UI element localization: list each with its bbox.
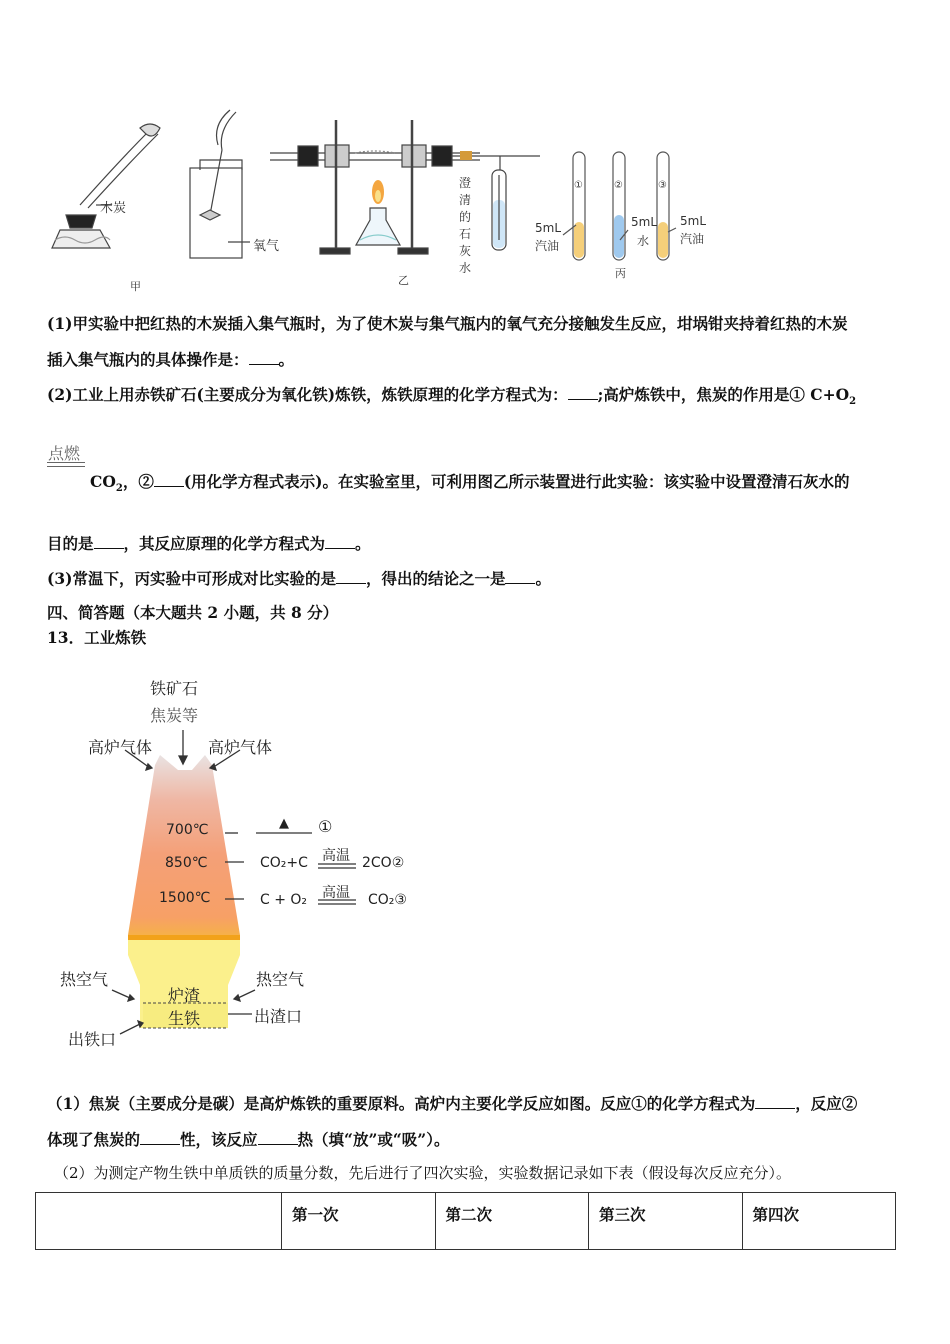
- slag-outlet-label: 出渣口: [254, 1007, 303, 1026]
- hot-air-left: 热空气: [60, 970, 109, 989]
- temp-1500: 1500℃: [159, 890, 211, 906]
- q1-line2: [47, 348, 294, 370]
- answer-blank[interactable]: [325, 534, 355, 549]
- limewater-char: 石: [459, 227, 472, 241]
- table-header-2: 第二次: [435, 1193, 589, 1250]
- limewater-char: 的: [459, 210, 472, 224]
- answer-blank[interactable]: [249, 350, 279, 365]
- test-tubes-drawing: [563, 152, 676, 260]
- gas-jar-drawing: [190, 110, 250, 258]
- furnace-input-coke: 焦炭等: [150, 706, 199, 725]
- tube-3-liquid-label: 汽油: [680, 232, 705, 246]
- reduction-apparatus-drawing: [270, 120, 540, 254]
- q2-condition-bar: [47, 462, 85, 463]
- q2-line1-subscript: 2: [849, 396, 857, 408]
- q2-line3c: 。: [355, 534, 371, 553]
- q13-1-line2a: 体现了焦炭的: [47, 1130, 141, 1149]
- q2-line2a: CO: [90, 472, 116, 491]
- limewater-char: 灰: [459, 244, 472, 258]
- answer-blank[interactable]: [505, 569, 535, 584]
- tube-1-liquid: [574, 222, 584, 258]
- q2-condition: 点燃: [48, 444, 81, 463]
- label-jia: 甲: [130, 280, 141, 293]
- reaction-1-condition: ▲: [279, 816, 289, 831]
- tube-1-amount: 5mL: [535, 221, 562, 235]
- label-yi: 乙: [398, 274, 409, 287]
- reaction-2-condition: 高温: [322, 848, 350, 864]
- q2-line1a: (2)工业上用赤铁矿石(主要成分为氧化铁)炼铁，炼铁原理的化学方程式为：: [47, 385, 568, 404]
- table-header-4: 第四次: [742, 1193, 896, 1250]
- q13-1-line1b: ，反应②: [795, 1094, 858, 1113]
- furnace-input-ore: 铁矿石: [150, 679, 199, 698]
- furnace-gas-right: 高炉气体: [208, 738, 273, 757]
- q2-line3: [47, 532, 371, 554]
- q2-condition-bar-2: [47, 466, 85, 467]
- q2-line3b: ，其反应原理的化学方程式为: [123, 534, 326, 553]
- label-bing: 丙: [615, 267, 626, 280]
- q3-a: (3)常温下，丙实验中可形成对比实验的是: [47, 569, 336, 588]
- q3-b: ，得出的结论之一是: [365, 569, 506, 588]
- hot-air-right: 热空气: [256, 970, 305, 989]
- reaction-1-number: ①: [318, 817, 333, 836]
- label-limewater: [459, 175, 473, 277]
- tube-3-amount: 5mL: [680, 214, 707, 228]
- tube-3-number: ③: [658, 180, 667, 191]
- tube-3-liquid: [658, 222, 668, 258]
- q3-line: [47, 567, 551, 589]
- label-charcoal: 木炭: [100, 201, 127, 216]
- reaction-3-left: C + O₂: [260, 892, 308, 908]
- tube-1-number: ①: [574, 180, 583, 191]
- table-header-1: 第一次: [282, 1193, 436, 1250]
- answer-blank[interactable]: [140, 1130, 180, 1145]
- answer-blank[interactable]: [94, 534, 124, 549]
- q2-line2b: ，②: [122, 472, 154, 491]
- q1-end: 。: [278, 350, 295, 369]
- pig-iron-label: 生铁: [168, 1009, 201, 1028]
- table-header-empty: [36, 1193, 282, 1250]
- reaction-3-right: CO₂③: [368, 892, 407, 908]
- answer-blank[interactable]: [336, 569, 366, 584]
- table-header-3: 第三次: [589, 1193, 743, 1250]
- q2-line2-subscript: 2: [115, 483, 123, 495]
- q2-line2c: (用化学方程式表示)。在实验室里，可利用图乙所示装置进行此实验：该实验中设置澄清石灰水的: [183, 472, 850, 491]
- tube-1-liquid-label: 汽油: [535, 239, 560, 253]
- q13-1-line1a: （1）焦炭（主要成分是碳）是高炉炼铁的重要原料。高炉内主要化学反应如图。反应①的化学方程式为: [47, 1094, 756, 1113]
- tube-2-amount: 5mL: [631, 215, 658, 229]
- q13-1-line2c: 热（填“放”或“吸”）。: [297, 1130, 450, 1149]
- q13-1-line2b: 性，该反应: [180, 1130, 258, 1149]
- reaction-2-left: CO₂+C: [260, 855, 308, 871]
- q13-1-line2: [47, 1128, 449, 1150]
- table-header-row: [36, 1193, 896, 1250]
- furnace-upper-shaft: [128, 755, 240, 935]
- answer-blank[interactable]: [755, 1094, 795, 1109]
- q13-1-line1: [47, 1092, 857, 1114]
- label-oxygen: 氧气: [253, 239, 280, 254]
- data-table: [35, 1192, 896, 1250]
- limewater-char: 清: [459, 193, 472, 207]
- reaction-3-condition: 高温: [322, 885, 350, 901]
- answer-blank[interactable]: [154, 472, 184, 487]
- reaction-2-right: 2CO②: [362, 855, 405, 871]
- iron-outlet-label: 出铁口: [68, 1030, 117, 1049]
- tube-2-number: ②: [614, 180, 623, 191]
- q2-line2: [90, 470, 850, 494]
- q2-line3a: 目的是: [47, 534, 94, 553]
- section-heading: 四、简答题（本大题共 2 小题，共 8 分）: [47, 603, 339, 622]
- temp-700: 700℃: [166, 822, 209, 838]
- question-13-title: 13．工业炼铁: [47, 628, 147, 647]
- furnace-gas-left: 高炉气体: [88, 738, 153, 757]
- slag-label: 炉渣: [168, 986, 201, 1005]
- q1-line2-text: 插入集气瓶内的具体操作是：: [47, 350, 249, 369]
- q3-c: 。: [535, 569, 551, 588]
- q2-line1b: ;高炉炼铁中，焦炭的作用是① C+O: [597, 385, 850, 404]
- q1-line1: (1)甲实验中把红热的木炭插入集气瓶时，为了使木炭与集气瓶内的氧气充分接触发生反应，坩埚钳夹持着红热的木炭: [47, 314, 848, 333]
- limewater-char: 澄: [459, 176, 472, 190]
- tongs-charcoal-drawing: [52, 124, 160, 248]
- answer-blank[interactable]: [258, 1130, 298, 1145]
- temp-850: 850℃: [165, 855, 208, 871]
- furnace-hot-band: [128, 935, 240, 940]
- top-experiment-figure: [0, 95, 950, 295]
- tube-2-liquid-label: 水: [637, 234, 650, 248]
- q2-line1: [47, 383, 856, 407]
- limewater-char: 水: [459, 261, 472, 275]
- q13-2-text: （2）为测定产物生铁中单质铁的质量分数，先后进行了四次实验，实验数据记录如下表（假设每次反应充分）。: [54, 1164, 792, 1182]
- answer-blank[interactable]: [568, 385, 598, 400]
